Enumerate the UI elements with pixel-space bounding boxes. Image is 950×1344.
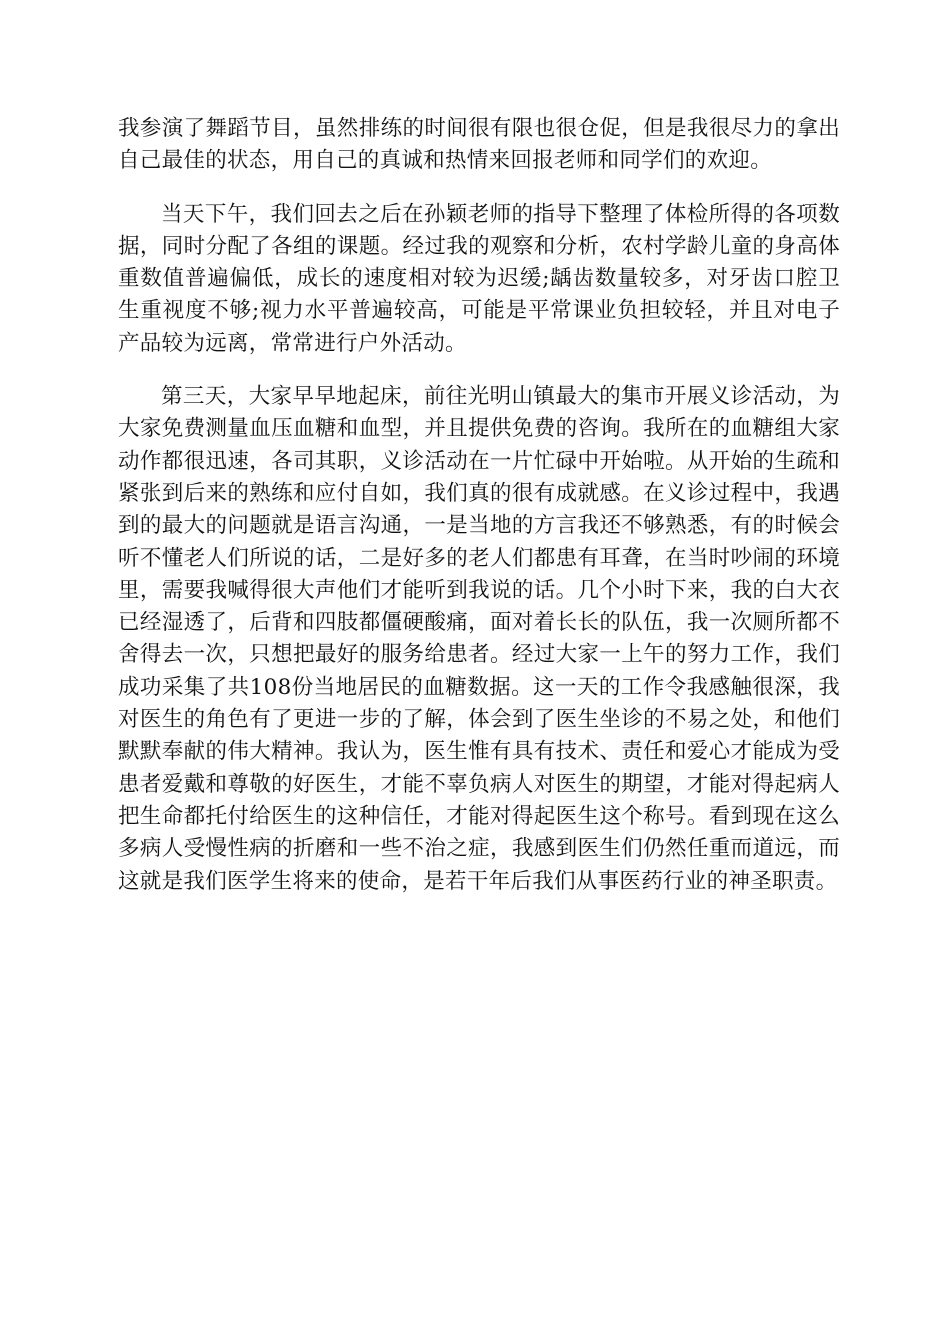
paragraph-third-day-clinic: 第三天，大家早早地起床，前往光明山镇最大的集市开展义诊活动，为大家免费测量血压血糖和血型，并且提供免费的咨询。我所在的血糖组大家动作都很迅速，各司其职，义诊活动在一片忙碌中开始啦。从开始的生疏和紧张到后来的熟练和应付自如，我们真的很有成就感。在义诊过程中，我遇到的最大的问题就是语言沟通，一是当地的方言我还不够熟悉，有的时候会听不懂老人们所说的话，二是好多的老人们都患有耳聋，在当时吵闹的环境里，需要我喊得很大声他们才能听到我说的话。几个小时下来，我的白大衣已经湿透了，后背和四肢都僵硬酸痛，面对着长长的队伍，我一次厕所都不舍得去一次，只想把最好的服务给患者。经过大家一上午的努力工作，我们成功采集了共108份当地居民的血糖数据。这一天的工作令我感触很深，我对医生的角色有了更进一步的了解，体会到了医生坐诊的不易之处，和他们默默奉献的伟大精神。我认为，医生惟有具有技术、责任和爱心才能成为受患者爱戴和尊敬的好医生，才能不辜负病人对医生的期望，才能对得起病人把生命都托付给医生的这种信任，才能对得起医生这个称号。看到现在这么多病人受慢性病的折磨和一些不治之症，我感到医生们仍然任重而道远，而这就是我们医学生将来的使命，是若干年后我们从事医药行业的神圣职责。	[118, 384, 840, 894]
document-body	[118, 113, 840, 898]
paragraph-afternoon-data: 当天下午，我们回去之后在孙颖老师的指导下整理了体检所得的各项数据，同时分配了各组的课题。经过我的观察和分析，农村学龄儿童的身高体重数值普遍偏低，成长的速度相对较为迟缓;龋齿数量较多，对牙齿口腔卫生重视度不够;视力水平普遍较高，可能是平常课业负担较轻，并且对电子产品较为远离，常常进行户外活动。	[118, 201, 840, 356]
paragraph-continuation: 我参演了舞蹈节目，虽然排练的时间很有限也很仓促，但是我很尽力的拿出自己最佳的状态，用自己的真诚和热情来回报老师和同学们的欢迎。	[118, 116, 840, 174]
